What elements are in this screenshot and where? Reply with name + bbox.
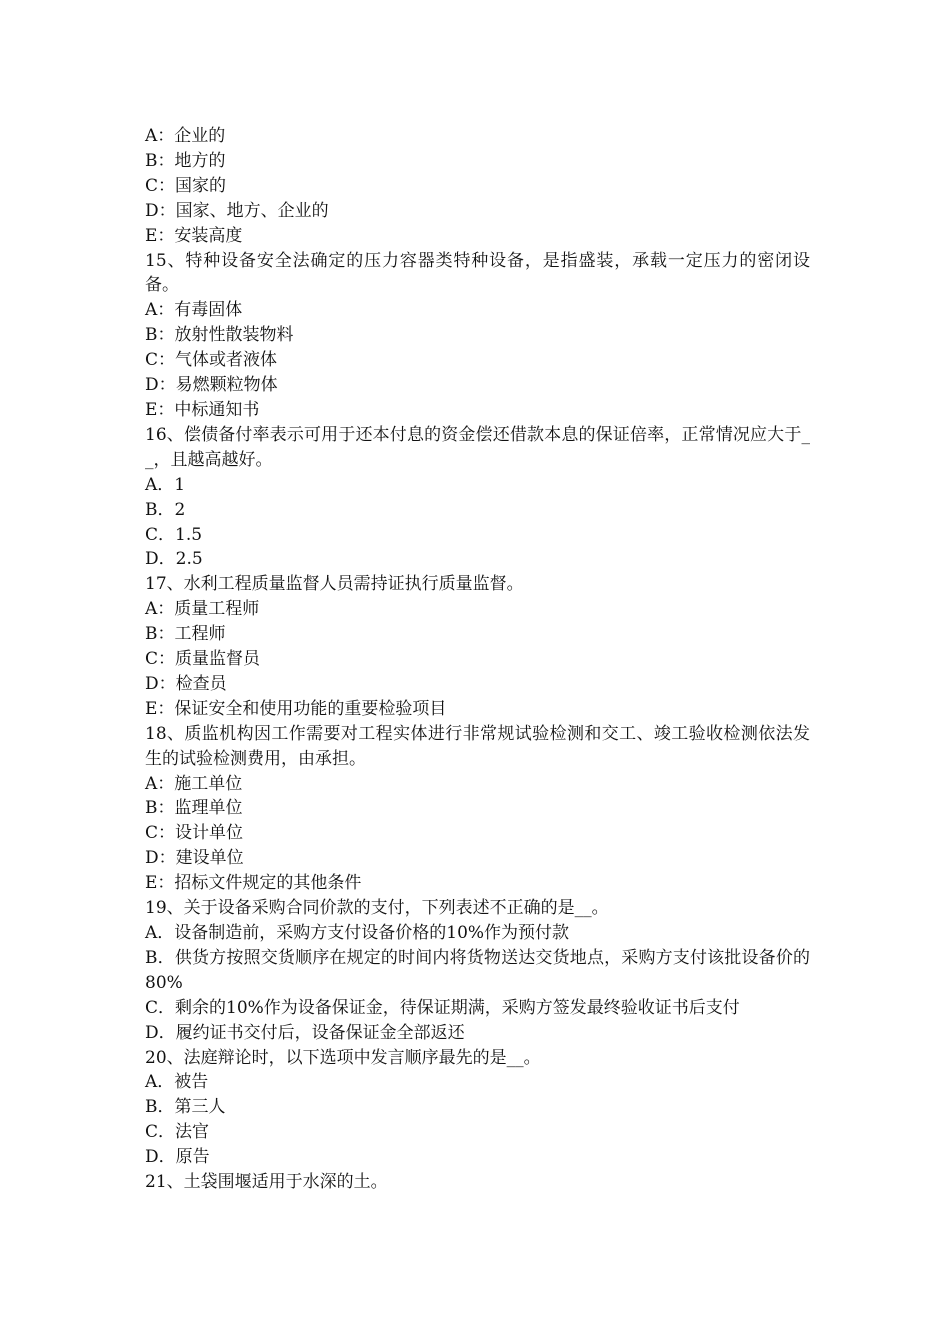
question-text: 17、水利工程质量监督人员需持证执行质量监督。 bbox=[145, 574, 524, 595]
text-line: B．供货方按照交货顺序在规定的时间内将货物送达交货地点，采购方支付该批设备价的80% bbox=[145, 947, 810, 993]
text-line: A：企业的 bbox=[145, 126, 226, 146]
text-line: B：地方的 bbox=[145, 150, 226, 171]
text-line: C．1.5 bbox=[145, 524, 203, 545]
text-line: B：放射性散装物料 bbox=[145, 325, 294, 346]
text-line: B．第三人 bbox=[145, 1097, 226, 1118]
question-text: 15、特种设备安全法确定的压力容器类特种设备，是指盛装，承载一定压力的密闭设备。 bbox=[145, 250, 810, 296]
text-line: B：工程师 bbox=[145, 624, 226, 645]
text-line: C：设计单位 bbox=[145, 823, 244, 844]
text-line: D：检查员 bbox=[145, 673, 227, 694]
text-line: D：国家、地方、企业的 bbox=[145, 200, 329, 221]
text-line: E：安装高度 bbox=[145, 225, 243, 246]
question-text: 19、关于设备采购合同价款的支付，下列表述不正确的是__。 bbox=[145, 898, 609, 919]
text-line: D．履约证书交付后，设备保证金全部返还 bbox=[145, 1022, 465, 1043]
text-line: B．2 bbox=[145, 499, 186, 520]
text-line: A：有毒固体 bbox=[145, 300, 243, 321]
text-line: E：中标通知书 bbox=[145, 399, 260, 420]
text-line: B：监理单位 bbox=[145, 798, 243, 819]
text-line: C：质量监督员 bbox=[145, 649, 261, 670]
text-line: A：施工单位 bbox=[145, 773, 243, 794]
document-body bbox=[145, 124, 810, 1195]
question-text: 18、质监机构因工作需要对工程实体进行非常规试验检测和交工、竣工验收检测依法发生的试验检测费用，由承担。 bbox=[145, 723, 810, 769]
text-line: C：气体或者液体 bbox=[145, 350, 278, 371]
text-line: A．设备制造前，采购方支付设备价格的10%作为预付款 bbox=[145, 923, 570, 943]
text-line: C．剩余的10%作为设备保证金，待保证期满，采购方签发最终验收证书后支付 bbox=[145, 997, 740, 1018]
question-text: 21、土袋围堰适用于水深的土。 bbox=[145, 1172, 388, 1193]
text-line: A．1 bbox=[145, 474, 186, 495]
text-line: E：招标文件规定的其他条件 bbox=[145, 873, 362, 894]
text-line: A．被告 bbox=[145, 1072, 209, 1093]
text-line: D．2.5 bbox=[145, 549, 203, 570]
text-line: D：建设单位 bbox=[145, 848, 244, 869]
text-line: E：保证安全和使用功能的重要检验项目 bbox=[145, 698, 447, 719]
question-text: 16、偿债备付率表示可用于还本付息的资金偿还借款本息的保证倍率，正常情况应大于__，且越高越好。 bbox=[145, 424, 810, 470]
text-line: D．原告 bbox=[145, 1147, 210, 1168]
text-line: A：质量工程师 bbox=[145, 599, 260, 620]
text-line: C：国家的 bbox=[145, 175, 227, 196]
text-line: D：易燃颗粒物体 bbox=[145, 375, 278, 396]
question-text: 20、法庭辩论时，以下选项中发言顺序最先的是__。 bbox=[145, 1047, 541, 1068]
text-line: C．法官 bbox=[145, 1122, 210, 1143]
